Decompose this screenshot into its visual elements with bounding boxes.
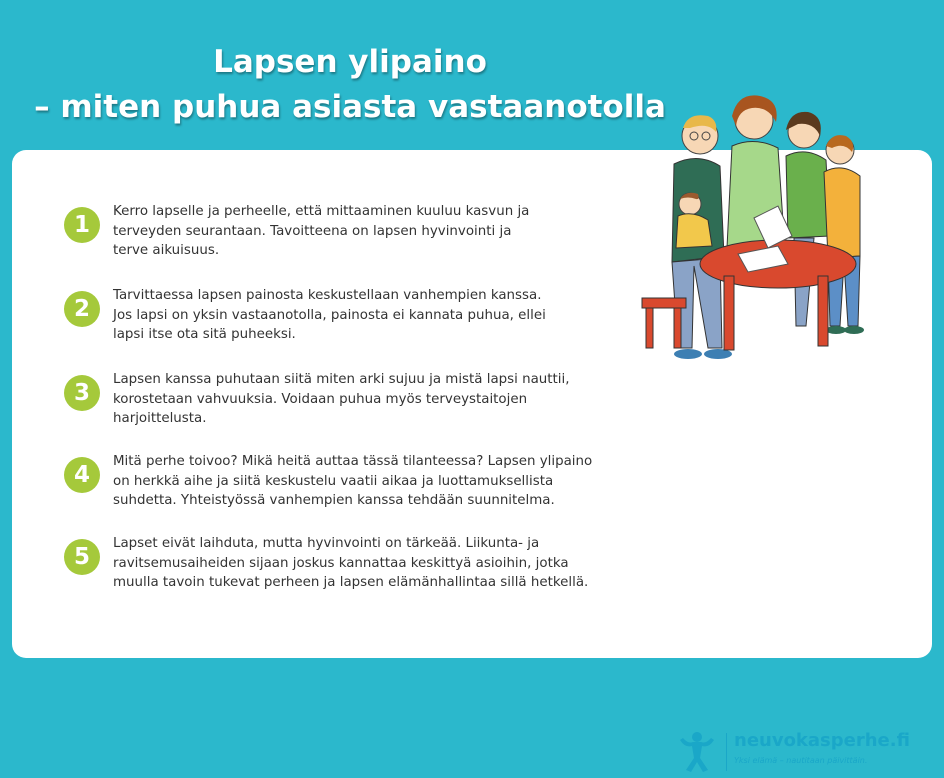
step-number-badge: 1 — [64, 207, 100, 243]
family-illustration — [628, 86, 868, 368]
page-title — [0, 40, 700, 130]
title-line-2: – miten puhua asiasta vastaanotolla — [34, 89, 666, 125]
logo-divider — [726, 733, 727, 771]
step-text: Tarvittaessa lapsen painosta keskustellaan vanhempien kanssa. Jos lapsi on yksin vastaanotolla, painosta ei kannata puhua, ellei lapsi itse ota sitä puheeksi. — [113, 288, 546, 342]
step-number-badge: 4 — [64, 457, 100, 493]
neuvokasperhe-logo — [676, 728, 926, 778]
step-text: Lapset eivät laihduta, mutta hyvinvointi on tärkeää. Liikunta- ja ravitsemusaiheiden sijaan joskus kannattaa keskittyä asioihin, jotka muulla tavoin tukevat perheen ja lapsen elämänhallintaa sillä hetkellä. — [113, 536, 589, 590]
step-text: Lapsen kanssa puhutaan siitä miten arki sujuu ja mistä lapsi nauttii, korostetaan vahvuuksia. Voidaan puhua myös terveystaitojen harjoittelusta. — [113, 372, 570, 426]
step-text: Kerro lapselle ja perheelle, että mittaaminen kuuluu kasvun ja terveyden seurantaan. Tavoitteena on lapsen hyvinvointi ja terve aikuisuus. — [113, 204, 530, 258]
logo-tagline: Yksi elämä – nautitaan päivittäin. — [734, 756, 868, 765]
title-line-1: Lapsen ylipaino — [213, 44, 487, 80]
logo-figure-icon — [676, 730, 718, 774]
step-text: Mitä perhe toivoo? Mikä heitä auttaa tässä tilanteessa? Lapsen ylipaino on herkkä aihe ja siitä keskustelu vaatii aikaa ja luottamuksellista suhdetta. Yhteistyössä vanhempien kanssa tehdään suunnitelma. — [113, 454, 593, 508]
step-number-badge: 2 — [64, 291, 100, 327]
logo-name: neuvokasperhe.fi — [734, 730, 910, 751]
step-number-badge: 5 — [64, 539, 100, 575]
step-number-badge: 3 — [64, 375, 100, 411]
